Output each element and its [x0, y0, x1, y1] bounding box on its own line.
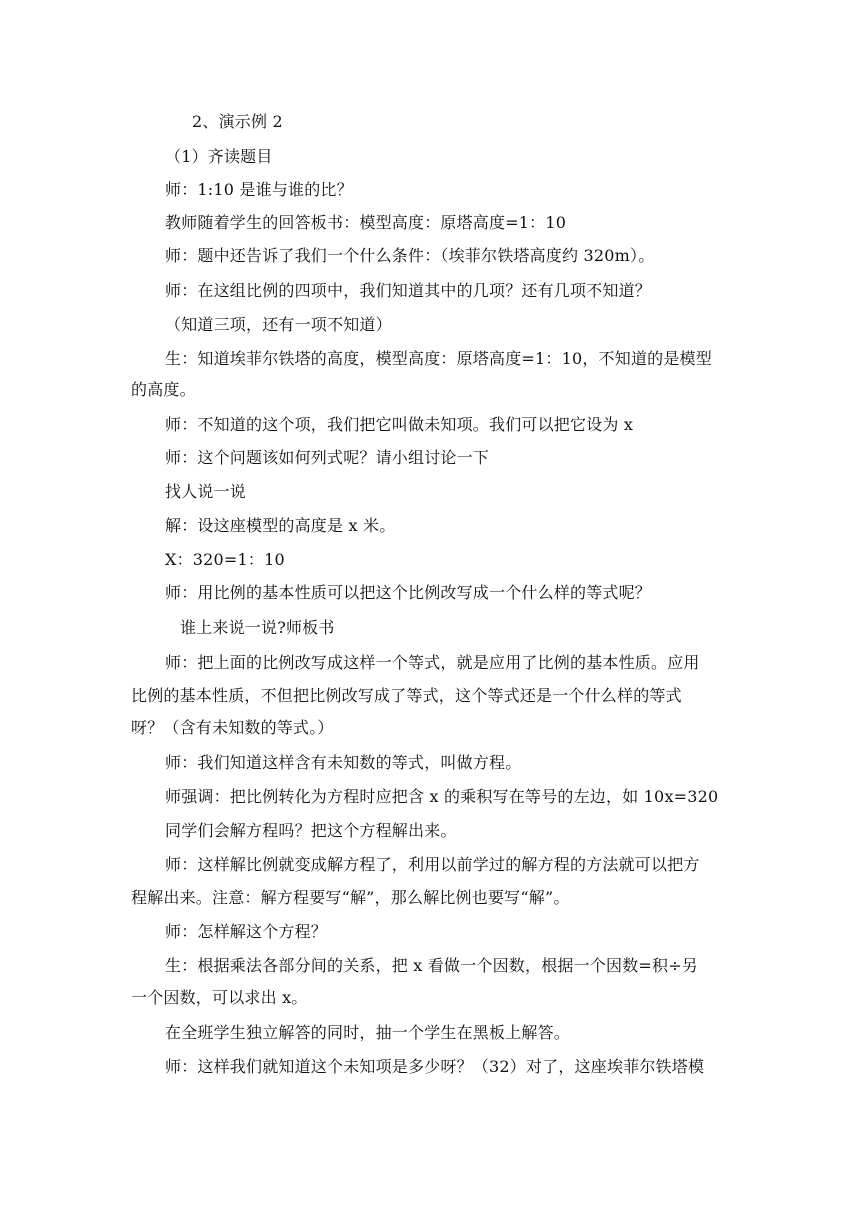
- text-line: 解：设这座模型的高度是 x 米。: [165, 516, 396, 535]
- text-line: 教师随着学生的回答板书：模型高度：原塔高度=1：10: [165, 213, 567, 232]
- text-line: 师：我们知道这样含有未知数的等式，叫做方程。: [165, 753, 522, 772]
- text-line: 同学们会解方程吗？把这个方程解出来。: [165, 821, 457, 840]
- text-line: 在全班学生独立解答的同时，抽一个学生在黑板上解答。: [165, 1023, 571, 1042]
- text-line: X：320=1：10: [165, 550, 285, 569]
- text-line: （知道三项，还有一项不知道）: [165, 315, 392, 334]
- text-line: 师：这样解比例就变成解方程了，利用以前学过的解方程的方法就可以把方: [165, 855, 700, 874]
- text-line: 生：根据乘法各部分间的关系，把 x 看做一个因数，根据一个因数=积÷另: [165, 956, 699, 975]
- text-line: （1）齐读题目: [165, 147, 273, 166]
- text-line: 谁上来说一说?师板书: [180, 618, 335, 637]
- text-line: 师：不知道的这个项，我们把它叫做未知项。我们可以把它设为 x: [165, 415, 634, 434]
- text-line: 程解出来。注意：解方程要写“解”，那么解比例也要写“解”。: [131, 888, 570, 907]
- text-line: 师强调：把比例转化为方程时应把含 x 的乘积写在等号的左边，如 10x=320: [165, 787, 719, 806]
- section-heading: 2、演示例 2: [192, 112, 283, 131]
- text-line: 师：在这组比例的四项中，我们知道其中的几项？还有几项不知道？: [165, 281, 652, 300]
- text-line: 师：这个问题该如何列式呢？请小组讨论一下: [165, 448, 490, 467]
- text-line: 师：题中还告诉了我们一个什么条件：（埃菲尔铁塔高度约 320m）。: [165, 246, 655, 265]
- text-line: 师：用比例的基本性质可以把这个比例改写成一个什么样的等式呢？: [165, 583, 652, 602]
- text-line: 比例的基本性质，不但把比例改写成了等式，这个等式还是一个什么样的等式: [131, 686, 682, 705]
- text-line: 的高度。: [131, 380, 196, 399]
- text-line: 一个因数，可以求出 x。: [131, 988, 308, 1007]
- text-line: 师：这样我们就知道这个未知项是多少呀？（32）对了，这座埃菲尔铁塔模: [165, 1057, 705, 1076]
- text-line: 呀？（含有未知数的等式。）: [131, 718, 334, 737]
- text-line: 师：把上面的比例改写成这样一个等式，就是应用了比例的基本性质。应用: [165, 653, 700, 672]
- text-line: 师：怎样解这个方程？: [165, 922, 328, 941]
- text-line: 生：知道埃菲尔铁塔的高度，模型高度：原塔高度=1：10，不知道的是模型: [165, 349, 712, 368]
- text-line: 师：1:10 是谁与谁的比？: [165, 180, 353, 199]
- text-line: 找人说一说: [165, 482, 247, 501]
